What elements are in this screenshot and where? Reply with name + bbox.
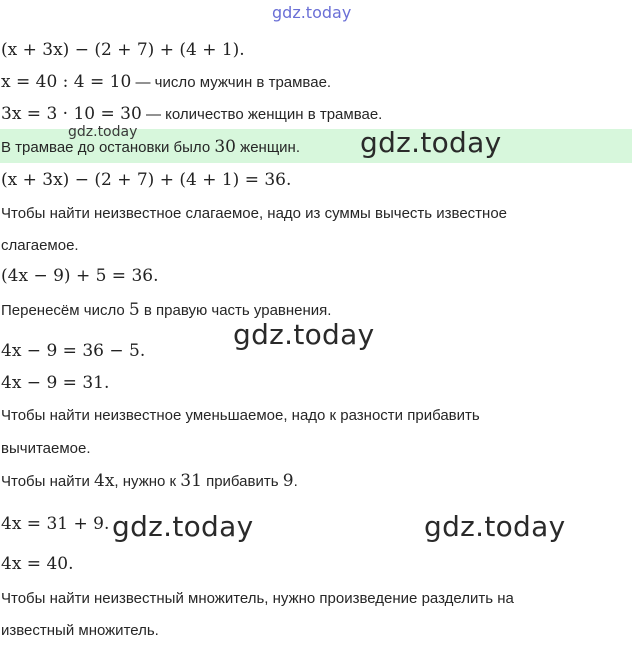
explanation-line: вычитаемое.: [1, 440, 91, 457]
equation-line: [1, 373, 109, 393]
explanation-line: Перенесём число 5 в правую часть уравнения.: [1, 300, 332, 320]
solution-line: [1, 72, 331, 92]
explanation-line: слагаемое.: [1, 237, 79, 254]
explanation-line: известный множитель.: [1, 622, 159, 639]
watermark-big-4: gdz.today: [424, 510, 566, 543]
math-expression: 4x = 31 + 9.: [1, 514, 110, 534]
equation-line: [1, 554, 74, 574]
math-expression: 3x = 3 · 10 = 30: [1, 104, 142, 124]
math-expression: 30: [214, 137, 236, 157]
math-expression: 9: [282, 471, 294, 491]
math-expression: (x + 3x) − (2 + 7) + (4 + 1).: [1, 40, 245, 60]
answer-line: В трамвае до остановки было 30 женщин.: [1, 137, 300, 157]
watermark-big-1: gdz.today: [360, 126, 502, 159]
explanation-line: Чтобы найти неизвестное уменьшаемое, надо к разности прибавить: [1, 407, 480, 424]
equation-line: [1, 514, 109, 534]
math-expression: 4x − 9 = 36 − 5.: [1, 341, 146, 361]
equation-line: [1, 341, 145, 361]
explanation-line: Чтобы найти неизвестное слагаемое, надо из суммы вычесть известное: [1, 205, 508, 222]
math-expression: 5: [128, 300, 140, 320]
watermark-top: gdz.today: [272, 3, 352, 22]
math-expression: 4x = 40.: [1, 554, 74, 574]
watermark-small: gdz.today: [68, 124, 138, 140]
math-expression: (x + 3x) − (2 + 7) + (4 + 1) = 36.: [1, 170, 292, 190]
equation-line: [1, 266, 159, 286]
math-expression: 4x: [94, 471, 115, 491]
watermark-big-3: gdz.today: [112, 510, 254, 543]
math-expression: x = 40 : 4 = 10: [1, 72, 132, 92]
math-expression: 31: [180, 471, 202, 491]
equation-line: [1, 40, 245, 60]
explanation-line: Чтобы найти неизвестный множитель, нужно произведение разделить на: [1, 590, 514, 607]
solution-line: [1, 104, 382, 124]
watermark-big-2: gdz.today: [233, 318, 375, 351]
math-expression: (4x − 9) + 5 = 36.: [1, 266, 159, 286]
math-expression: 4x − 9 = 31.: [1, 373, 110, 393]
explanation-text: — число мужчин в трамвае.: [131, 74, 332, 91]
explanation-line: Чтобы найти 4x, нужно к 31 прибавить 9.: [1, 471, 298, 491]
explanation-text: — количество женщин в трамвае.: [141, 106, 383, 123]
equation-line: [1, 170, 291, 190]
